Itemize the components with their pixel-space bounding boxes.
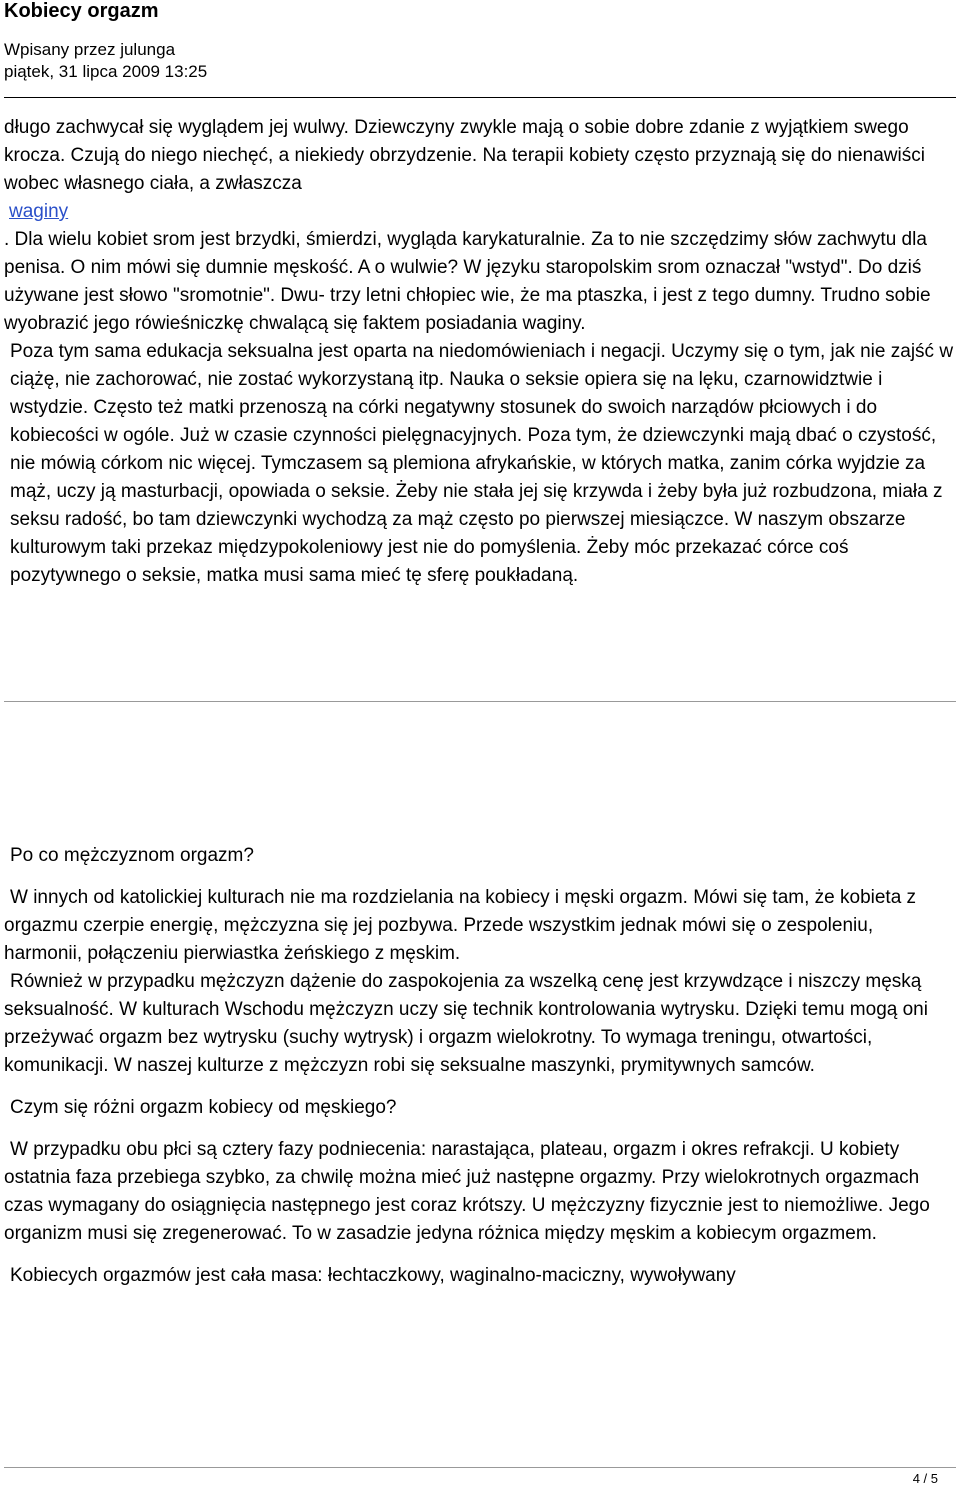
article-meta — [4, 39, 954, 83]
header-divider — [4, 97, 956, 98]
paragraph — [4, 968, 956, 1080]
link-waginy[interactable]: waginy — [9, 201, 69, 222]
paragraph-text: W innych od katolickiej kulturach nie ma rozdzielania na kobiecy i męski orgazm. Mówi się tam, że kobieta z orgazmu czerpie energię, mężczyzna się jej pozbywa. Przede wszystkim jednak mówi się o zespoleniu, harmonii, połączeniu pierwiastka żeńskiego z męskim. — [4, 887, 917, 964]
paragraph-text: długo zachwycał się wyglądem jej wulwy. Dziewczyny zwykle mają o sobie dobre zdanie z wyjątkiem swego krocza. Czują do niego niechęć, a niekiedy obrzydzenie. Na terapii kobiety często przyznają się do nienawiści wobec własnego ciała, a zwłaszcza — [4, 117, 925, 194]
section-heading: Czym się różni orgazm kobiecy od męskiego? — [10, 1097, 397, 1118]
paragraph: Kobiecych orgazmów jest cała masa: łechtaczkowy, waginalno-maciczny, wywoływany — [10, 1265, 736, 1286]
paragraph-text: Również w przypadku mężczyzn dążenie do zaspokojenia za wszelką cenę jest krzywdzące i niszczy męską seksualność. W kulturach Wschodu mężczyzn uczy się technik kontrolowania wytrysku. Dzięki temu mogą oni przeżywać orgazm bez wytrysku (suchy wytrysk) i orgazm wielokrotny. To wymaga treningu, otwartości, komunikacji. W naszej kulturze z mężczyzn robi się seksualne maszynki, prymitywnych samców. — [4, 971, 928, 1076]
paragraph — [4, 114, 956, 338]
article-title: Kobiecy orgazm — [4, 0, 159, 22]
author-line: Wpisany przez julunga — [4, 40, 176, 59]
footer-divider — [4, 1467, 956, 1468]
date-line: piątek, 31 lipca 2009 13:25 — [4, 62, 208, 81]
section-1 — [4, 114, 956, 590]
document-header — [4, 0, 954, 83]
section-2 — [4, 842, 956, 1290]
section-divider — [4, 701, 956, 702]
paragraph: Poza tym sama edukacja seksualna jest oparta na niedomówieniach i negacji. Uczymy się o tym, jak nie zajść w ciążę, nie zachorować, nie zostać wykorzystaną itp. Nauka o seksie opiera się na lęku, czarnowidztwie i wstydzie. Często też matki przenoszą na córki negatywny stosunek do swoich narządów płciowych i do kobiecości w ogóle. Już w czasie czynności pielęgnacyjnych. Poza tym, że dziewczynki mają dbać o czystość, nie mówią córkom nic więcej. Tymczasem są plemiona afrykańskie, w których matka, zanim córka wyjdzie za mąż, uczy ją masturbacji, opowiada o seksie. Żeby nie stała jej się krzywda i żeby była już rozbudzona, miała z seksu radość, bo tam dziewczynki wychodzą za mąż często po pierwszej miesiączce. W naszym obszarze kulturowym taki przekaz międzypokoleniowy jest nie do pomyślenia. Żeby móc przekazać córce coś pozytywnego o seksie, matka musi sama mieć tę sferę poukładaną. — [10, 341, 954, 586]
paragraph — [4, 884, 956, 968]
section-heading: Po co mężczyznom orgazm? — [10, 845, 254, 866]
page-number: 4 / 5 — [912, 1471, 938, 1486]
paragraph-text: W przypadku obu płci są cztery fazy podniecenia: narastająca, plateau, orgazm i okres refrakcji. U kobiety ostatnia faza przebiega szybko, za chwilę można mieć już następne orgazmy. Przy wielokrotnych orgazmach czas wymagany do osiągnięcia następnego jest coraz krótszy. U mężczyzny fizycznie jest to niemożliwe. Jego organizm musi się zregenerować. To w zasadzie jedyna różnica między męskim a kobiecym orgazmem. — [4, 1139, 930, 1244]
paragraph-text: . Dla wielu kobiet srom jest brzydki, śmierdzi, wygląda karykaturalnie. Za to nie szczędzimy słów zachwytu dla penisa. O nim mówi się dumnie męskość. A o wulwie? W języku staropolskim srom oznaczał "wstyd". Do dziś używane jest słowo "sromotnie". Dwu- trzy letni chłopiec wie, że ma ptaszka, i jest z tego dumny. Trudno sobie wyobrazić jego rówieśniczkę chwalącą się faktem posiadania waginy. — [4, 229, 931, 334]
paragraph — [4, 1136, 956, 1248]
